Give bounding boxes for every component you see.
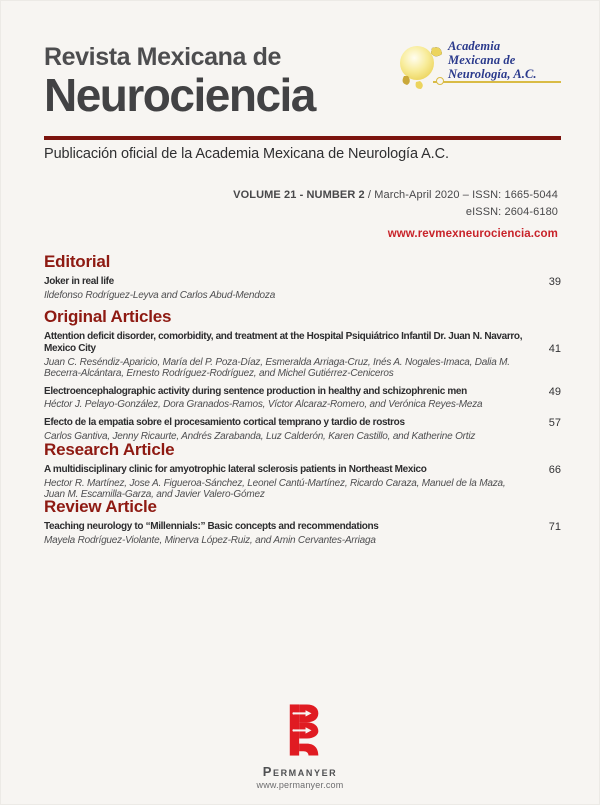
article-authors: Carlos Gantiva, Jenny Ricaurte, Andrés Zarabanda, Luz Calderón, Karen Castillo, and Katherine Ortiz [44, 430, 476, 442]
toc-article [44, 417, 561, 442]
volume-line [233, 187, 558, 204]
toc-article [44, 386, 561, 411]
academy-name-line3: Neurología, A.C. [448, 67, 537, 81]
article-authors: Ildefonso Rodríguez-Leyva and Carlos Abud-Mendoza [44, 289, 276, 301]
academy-logo [396, 36, 564, 102]
toc-article [44, 331, 561, 379]
article-title: Electroencephalographic activity during sentence production in healthy and schizophrenic men [44, 385, 467, 397]
article-page-number: 49 [548, 385, 561, 398]
publisher-url-link[interactable]: www.permanyer.com [256, 780, 344, 790]
article-title: Attention deficit disorder, comorbidity, and treatment at the Hospital Psiquiátrico Infantil Dr. Juan N. Navarro, Mexico City [44, 331, 523, 354]
section-heading: Research Article [44, 440, 175, 459]
article-authors: Hector R. Martínez, Jose A. Figueroa-Sánchez, Leonel Cantú-Martínez, Ricardo Caraza, Manuel de la Maza, Juan M. Escamilla-Garza, and Javier Valero-Gómez [44, 477, 506, 500]
issue-date-issn: / March-April 2020 – ISSN: 1665-5044 [364, 189, 558, 201]
article-authors: Héctor J. Pelayo-González, Dora Granados-Ramos, Víctor Alcaraz-Romero, and Verónica Reyes-Meza [44, 399, 483, 410]
issue-info [233, 187, 558, 243]
academy-name-line1: Academia [448, 39, 501, 53]
synapse-node-decoration [436, 77, 444, 85]
article-authors: Mayela Rodríguez-Violante, Minerva López-Ruiz, and Amin Cervantes-Arriaga [44, 534, 376, 546]
axon-line-decoration [433, 81, 561, 83]
toc-article [44, 521, 561, 546]
eissn: eISSN: 2604-6180 [465, 206, 558, 218]
article-page-number: 66 [548, 464, 561, 476]
journal-title-line2: Neurociencia [44, 69, 315, 122]
journal-subtitle: Publicación oficial de la Academia Mexicana de Neurología A.C. [44, 146, 449, 162]
toc-article [44, 464, 561, 500]
section-heading: Editorial [44, 252, 111, 271]
article-title: Efecto de la empatia sobre el procesamiento cortical temprano y tardio de rostros [44, 417, 405, 428]
academy-name-line2: Mexicana de [448, 53, 516, 67]
article-title: A multidisciplinary clinic for amyotrophic lateral sclerosis patients in Northeast Mexico [44, 464, 427, 475]
article-page-number: 71 [548, 521, 561, 533]
toc-section-original-articles [44, 307, 561, 449]
academy-name [448, 39, 537, 81]
section-heading: Review Article [44, 497, 157, 516]
toc-section-review-article [44, 497, 561, 553]
article-page-number: 57 [548, 417, 561, 429]
article-title: Joker in real life [44, 276, 114, 287]
journal-title-line1: Revista Mexicana de [44, 43, 281, 71]
permanyer-monogram-icon [277, 704, 323, 756]
toc-section-editorial [44, 252, 561, 308]
volume-number: VOLUME 21 - NUMBER 2 [233, 189, 365, 201]
article-title: Teaching neurology to “Millennials:” Basic concepts and recommendations [44, 521, 379, 532]
article-page-number: 39 [548, 276, 561, 288]
journal-website-link[interactable]: www.revmexneurociencia.com [387, 228, 558, 240]
masthead-rule [44, 136, 561, 140]
article-page-number: 41 [548, 343, 561, 355]
toc-article [44, 276, 561, 301]
section-heading: Original Articles [44, 307, 172, 326]
publisher-name: Permanyer [262, 764, 338, 779]
article-authors: Juan C. Reséndiz-Aparicio, María del P. Poza-Díaz, Esmeralda Arriaga-Cruz, Inés A. Nogales-Imaca, Dalia M. Becerra-Alcántara, Ernesto Rodríguez-Rodríguez, and Michel Gutiérrez-Ceniceros [44, 356, 510, 379]
publisher-block [0, 704, 600, 790]
neuron-sphere-icon [396, 38, 442, 96]
